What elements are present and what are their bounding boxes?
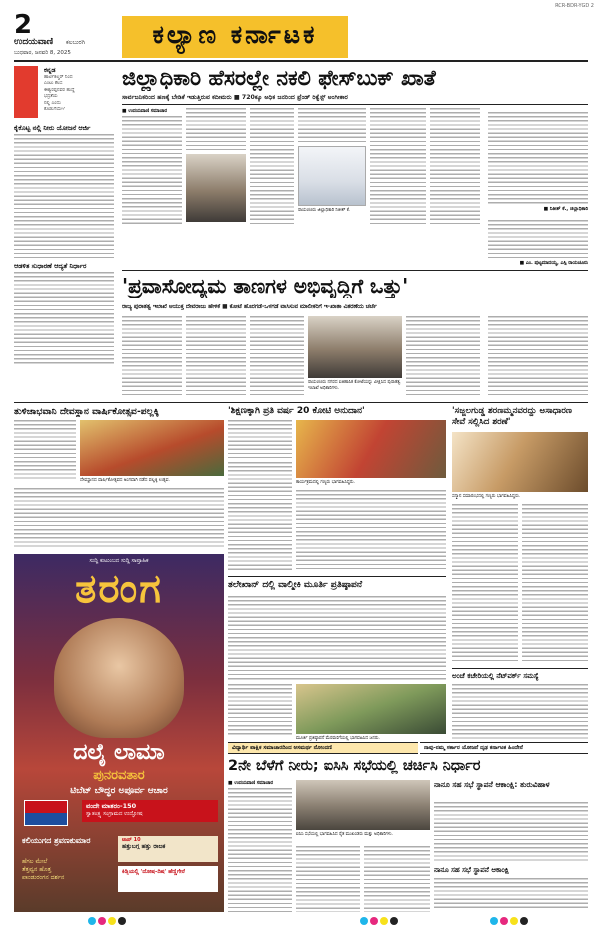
reg-dot-magenta [98,917,106,925]
ad-feature1-box [82,800,218,822]
col3-headline-text: 'ಸಜ್ಜಲಗುಡ್ಡ ಶರಣಮ್ಮನವರದ್ದು ಅಸಾಧಾರಣ ಸೇವೆ ಸಲ್ಲಿಸಿದ ಶರಣೆ' [452,406,573,427]
bottom-photo [296,780,430,830]
strip-right [420,742,588,754]
quote1-author: ■ ನಿತೀಶ್ ಕೆ., ಜಿಲ್ಲಾಧಿಕಾರಿ [543,207,588,212]
col3b-top-rule [452,668,588,669]
col1-caption: ದೇವಸ್ಥಾನದ ವಾರ್ಷಿಕೋತ್ಸವದ ಅಂಗವಾಗಿ ನಡೆದ ಪಲ್ಲಕ್ಕಿ ಉತ್ಸವ. [80,478,170,483]
ad-feature2-line: ತೆತ್ತವ್ವನ ಹೊತ್ತ [22,866,52,873]
col2b-photo [296,684,446,734]
ad-subtitle: ದಲೈ ಲಾಮಾ [73,740,165,765]
ad-feature4-box [118,866,218,892]
col2b-headline: ತಲೇಖಾನ್ ದಲ್ಲಿ ವಾಲ್ಮೀಕಿ ಮೂರ್ತಿ ಪ್ರತಿಷ್ಠಾಪನೆ [228,580,363,590]
bottom-side-body [434,802,588,862]
lead-deck-rule [122,104,588,105]
col3-caption: ಸನ್ಮಾನ ಸಮಾರಂಭದಲ್ಲಿ ಗಣ್ಯರು ಭಾಗವಹಿಸಿದ್ದರು. [452,494,521,499]
col3b-body [452,684,588,740]
strip-left-text: ವಿದ್ಯಾರ್ಥಿ ಪಾಕ್ಷಿಕ ಸಮಾಚಾರದಿಂದ ಅಸಮರ್ಥ ನೋಂದಣಿ [232,745,332,751]
bottom-side-box [434,780,588,912]
col2b-body-a [228,596,446,680]
second-lead-body5 [488,316,588,398]
col3-body-b [522,504,588,664]
quote2-body [488,220,588,258]
second-lead-body2 [186,316,246,398]
lead-body-col3 [250,108,294,226]
left-story1-headline: ಕೈಕೊಟ್ಟ ನಲ್ಲಿ ನೀರು ಯೋಜನೆ ಆರ್ಜಿ [14,124,91,132]
left-story1-body [14,134,114,258]
strip-left [228,742,418,754]
ad-feature1: ವಂದೇ ಮಾತರಂ-150 [86,802,137,810]
reg-dot-magenta [370,917,378,925]
ad-feature2-line: ಪಾಂಡುರಂಗನ ದರ್ಶನ [22,874,65,881]
col1-body-a [14,420,76,480]
bottom-body2 [296,846,360,912]
sidebar-line: ಎಂಟು ಕೆಲಸ [44,81,63,87]
reg-dot-cyan [490,917,498,925]
left-story2-body [14,272,114,365]
ad-feature4: ಕಿಡ್ನಿಯಲ್ಲಿ 'ದೋಷ-ದಿಷ' ಹೆಣ್ಣಿಗೇರೆ [122,869,185,875]
sidebar-title: ಕನ್ನಡ [44,66,56,74]
lead-deck: ಸಾರ್ವಜನಿಕರಿಂದ ಹಣಕ್ಕೆ ಬೇಡಿಕೆ ಇಡುತ್ತಿರುವ ಕದೀಮರು ■ 720ಕ್ಕೂ ಅಧಿಕ ಜನರಿಂದ ಫ್ರೆಂಡ್ ರಿಕ್ವೆಸ್ಟ್ ಅಂಗೀಕಾರ [122,94,348,101]
bottom-caption: ಐಸಿಸಿ ಸಭೆಯಲ್ಲಿ ಭಾಗವಹಿಸಿದ ರೈತ ಮುಖಂಡರು ಮತ್ತು ಅಧಿಕಾರಿಗಳು. [296,832,394,837]
sidebar-line: ಭದ್ರತೆಯ [44,94,58,100]
col2-body-a [228,420,292,458]
ad-tagline: ಸುದ್ದಿ ಕುಟುಂಬದ ಸುದ್ದಿ ಸಾಪ್ತಾಹಿಕ [89,558,149,564]
lead-byline: ■ ಉದಯವಾಣಿ ಸಮಾಚಾರ [122,109,168,114]
ad-feature2-line: ಹೆಗಲ ಮೇಲೆ [22,858,48,865]
lead-body-col5 [370,108,426,226]
lead-body-col1 [122,116,182,226]
col3-headline [452,406,588,428]
bottom-byline: ■ ಉದಯವಾಣಿ ಸಮಾಚಾರ [228,781,274,786]
col2-body-c [296,490,446,572]
bottom-headline: 2ನೇ ಬೆಳೆಗೆ ನೀರು; ಐಸಿಸಿ ಸಭೆಯಲ್ಲಿ ಚರ್ಚಿಸಿ ನಿರ್ಧಾರ [228,758,481,774]
ad-subtitle3: ಟಿಬೆಟ್ ಬೌದ್ಧರ ಅಪೂರ್ವ ಆಚಾರ [70,786,168,796]
ad-feature2-title: ಕಲಿಯುಗದ ಶ್ರವಣಕುಮಾರ [22,836,91,845]
col3-photo [452,432,588,492]
ad-brand: ತರಂಗ [75,566,163,612]
col3b-headline: ಅಂಚೆ ಕಚೇರಿಯಲ್ಲಿ ನೆಟ್‌ವರ್ಕ್ ಸಮಸ್ಯೆ [452,672,539,680]
bottom-side-headline2: ನಾನೂ ಸಹ ಸಭೆ ಸ್ಥಾಪನೆ ಆಕಾಂಕ್ಷಿ [434,866,510,874]
sidebar-badge [14,66,38,118]
lead-photo-portrait [186,154,246,222]
ad-feature3-box [118,836,218,862]
col1-body-b [14,488,224,548]
reg-dot-yellow [108,917,116,925]
ad-portrait [54,618,184,738]
lead-screenshot-photo [298,146,366,206]
reg-dot-cyan [360,917,368,925]
col2b-caption: ಮೂರ್ತಿ ಪ್ರತಿಷ್ಠಾಪನೆ ಮೆರವಣಿಗೆಯಲ್ಲಿ ಭಾಗವಹಿಸಿದ ಜನರು. [296,736,380,741]
second-lead-bottom-rule [14,402,588,403]
col1-headline: ತುಳಿಜಾಭವಾನಿ ದೇವಸ್ಥಾನ ವಾರ್ಷಿಕೋತ್ಸವ-ಪಲ್ಲಕ್ಕಿ [14,406,159,417]
reg-dot-magenta [500,917,508,925]
col2b-top-rule [228,576,446,577]
lead-photo-caption: ರಾಯಚೂರು ಜಿಲ್ಲಾಧಿಕಾರಿ ನಿತೀಶ್ ಕೆ. [298,208,351,213]
second-lead-photo [308,316,402,378]
bottom-side-headline: ನಾನೂ ಸಹ ಸಭೆ ಸ್ಥಾಪನೆ ಆಕಾಂಕ್ಷಿ: ತುರುವಿಹಾಳ [434,780,550,789]
second-lead-body3 [250,316,304,398]
section-title: ಕಲ್ಯಾಣ ಕರ್ನಾಟಕ [152,20,318,49]
sidebar-line: ಈಶ್ವರಪ್ಪನವರ ಹುದ್ದೆ [44,87,75,93]
col2-caption: ಕಾರ್ಯಕ್ರಮದಲ್ಲಿ ಗಣ್ಯರು ಭಾಗವಹಿಸಿದ್ದರು. [296,480,356,485]
ad-feature3-tag: ಟಾಪ್ 10 [122,837,141,843]
reg-dot-yellow [380,917,388,925]
col3-body-a [452,504,518,664]
bottom-body1 [228,788,292,912]
sidebar-line: ಹಾರ್ಟಿಕಲ್ಚರ್ ನಿಂದ [44,75,73,80]
bottom-side-body2 [434,878,588,910]
quote2-author: ■ ಎಂ. ಪುಟ್ಟಮಾದಯ್ಯ, ಎಸ್ಪಿ ರಾಯಚೂರು [519,261,588,266]
ad-subtitle2: ಪುನರವತಾರ [93,768,145,783]
quote1-body [488,112,588,204]
col2-photo [296,420,446,478]
registration-mark: RCR-BDR-YGD 2 [555,3,594,9]
sidebar-line: ಕೊಡುಗೆಯೇ? [44,107,66,113]
col2-body-b [228,462,292,572]
lead-bottom-rule [122,270,588,271]
lead-body-col6 [430,108,480,226]
lead-body-col2 [186,108,246,150]
second-lead-caption: ರಾಯಚೂರು ನಗರದ ಐತಿಹಾಸಿಕ ಕೋಟೆಯನ್ನು ವೀಕ್ಷಿಸಿದ ಪುರಾತತ್ವ ಇಲಾಖೆ ಅಧಿಕಾರಿಗಳು. [308,380,401,391]
sidebar-line: ನಲ್ಲಿ ಎಂದು [44,100,61,106]
col2-headline: 'ಶಿಕ್ಷಣಕ್ಕಾಗಿ ಪ್ರತಿ ವರ್ಷ 20 ಕೋಟಿ ಅನುದಾನ' [228,406,365,416]
lead-headline: ಜಿಲ್ಲಾಧಿಕಾರಿ ಹೆಸರಲ್ಲೇ ನಕಲಿ ಫೇಸ್‌ಬುಕ್ ಖಾತೆ [122,66,436,90]
sidebar-lines [44,75,114,113]
paper-name: ಉದಯವಾಣಿ [14,37,54,47]
second-lead-body4 [406,316,480,398]
page-number: 2 [14,10,33,40]
edition-name: ಕಲಬುರಗಿ [66,39,86,46]
masthead-rule [14,60,588,62]
ad-feature2-lines [22,858,112,882]
reg-dot-yellow [510,917,518,925]
second-lead-headline: 'ಪ್ರವಾಸೋದ್ಯಮ ತಾಣಗಳ ಅಭಿವೃದ್ಧಿಗೆ ಒತ್ತು' [122,274,409,298]
reg-dot-black [520,917,528,925]
reg-dot-cyan [88,917,96,925]
issue-date: ಬುಧವಾರ, ಜನವರಿ 8, 2025 [14,50,71,56]
ad-feature3: ಹತ್ತುಬಗ್ಗ ಹತ್ತು ರಾಜಕ [122,843,166,850]
col1-photo [80,420,224,476]
bottom-body3 [364,846,430,912]
taranga-ad [14,554,224,912]
reg-dot-black [390,917,398,925]
left-story2-headline: ಆಡಳಿತ ಸುಧಾರಣೆ ಆದ್ಯತೆ ನಿರ್ಧಾರ [14,262,87,270]
second-lead-deck: ರಾಜ್ಯ ಪುರಾತತ್ವ ಇಲಾಖೆ ಆಯುಕ್ತ ದೇವರಾಜು ಹೇಳಿಕೆ ■ ಕೋಟೆ ಹೊರಗಡೆ-ಒಳಗಡೆ ವಾಸಿಸುವ ಮಾಲೀಕರಿಗೆ ಇ-ಖಾತಾ ವಿತರಣೆಯ ಚರ್ಚೆ [122,304,377,310]
col2b-body-b [228,684,292,736]
lead-body-col4 [298,108,366,144]
reg-dot-black [118,917,126,925]
second-lead-body1 [122,316,182,398]
strip-right-text: ನಾವು-ನಮ್ಮ ಸರ್ಕಾರ ಯೋಜನೆ ದೃಢ ಕರ್ನಾಟಕ ಹಿಂದೇನೆ [424,745,523,751]
ad-feature1b: ಸ್ವಾತಂತ್ರ್ಯ ಸಂಗ್ರಾಮದ ಉದ್ಘೋಷ [86,811,143,817]
ad-flag-icon [24,800,68,826]
